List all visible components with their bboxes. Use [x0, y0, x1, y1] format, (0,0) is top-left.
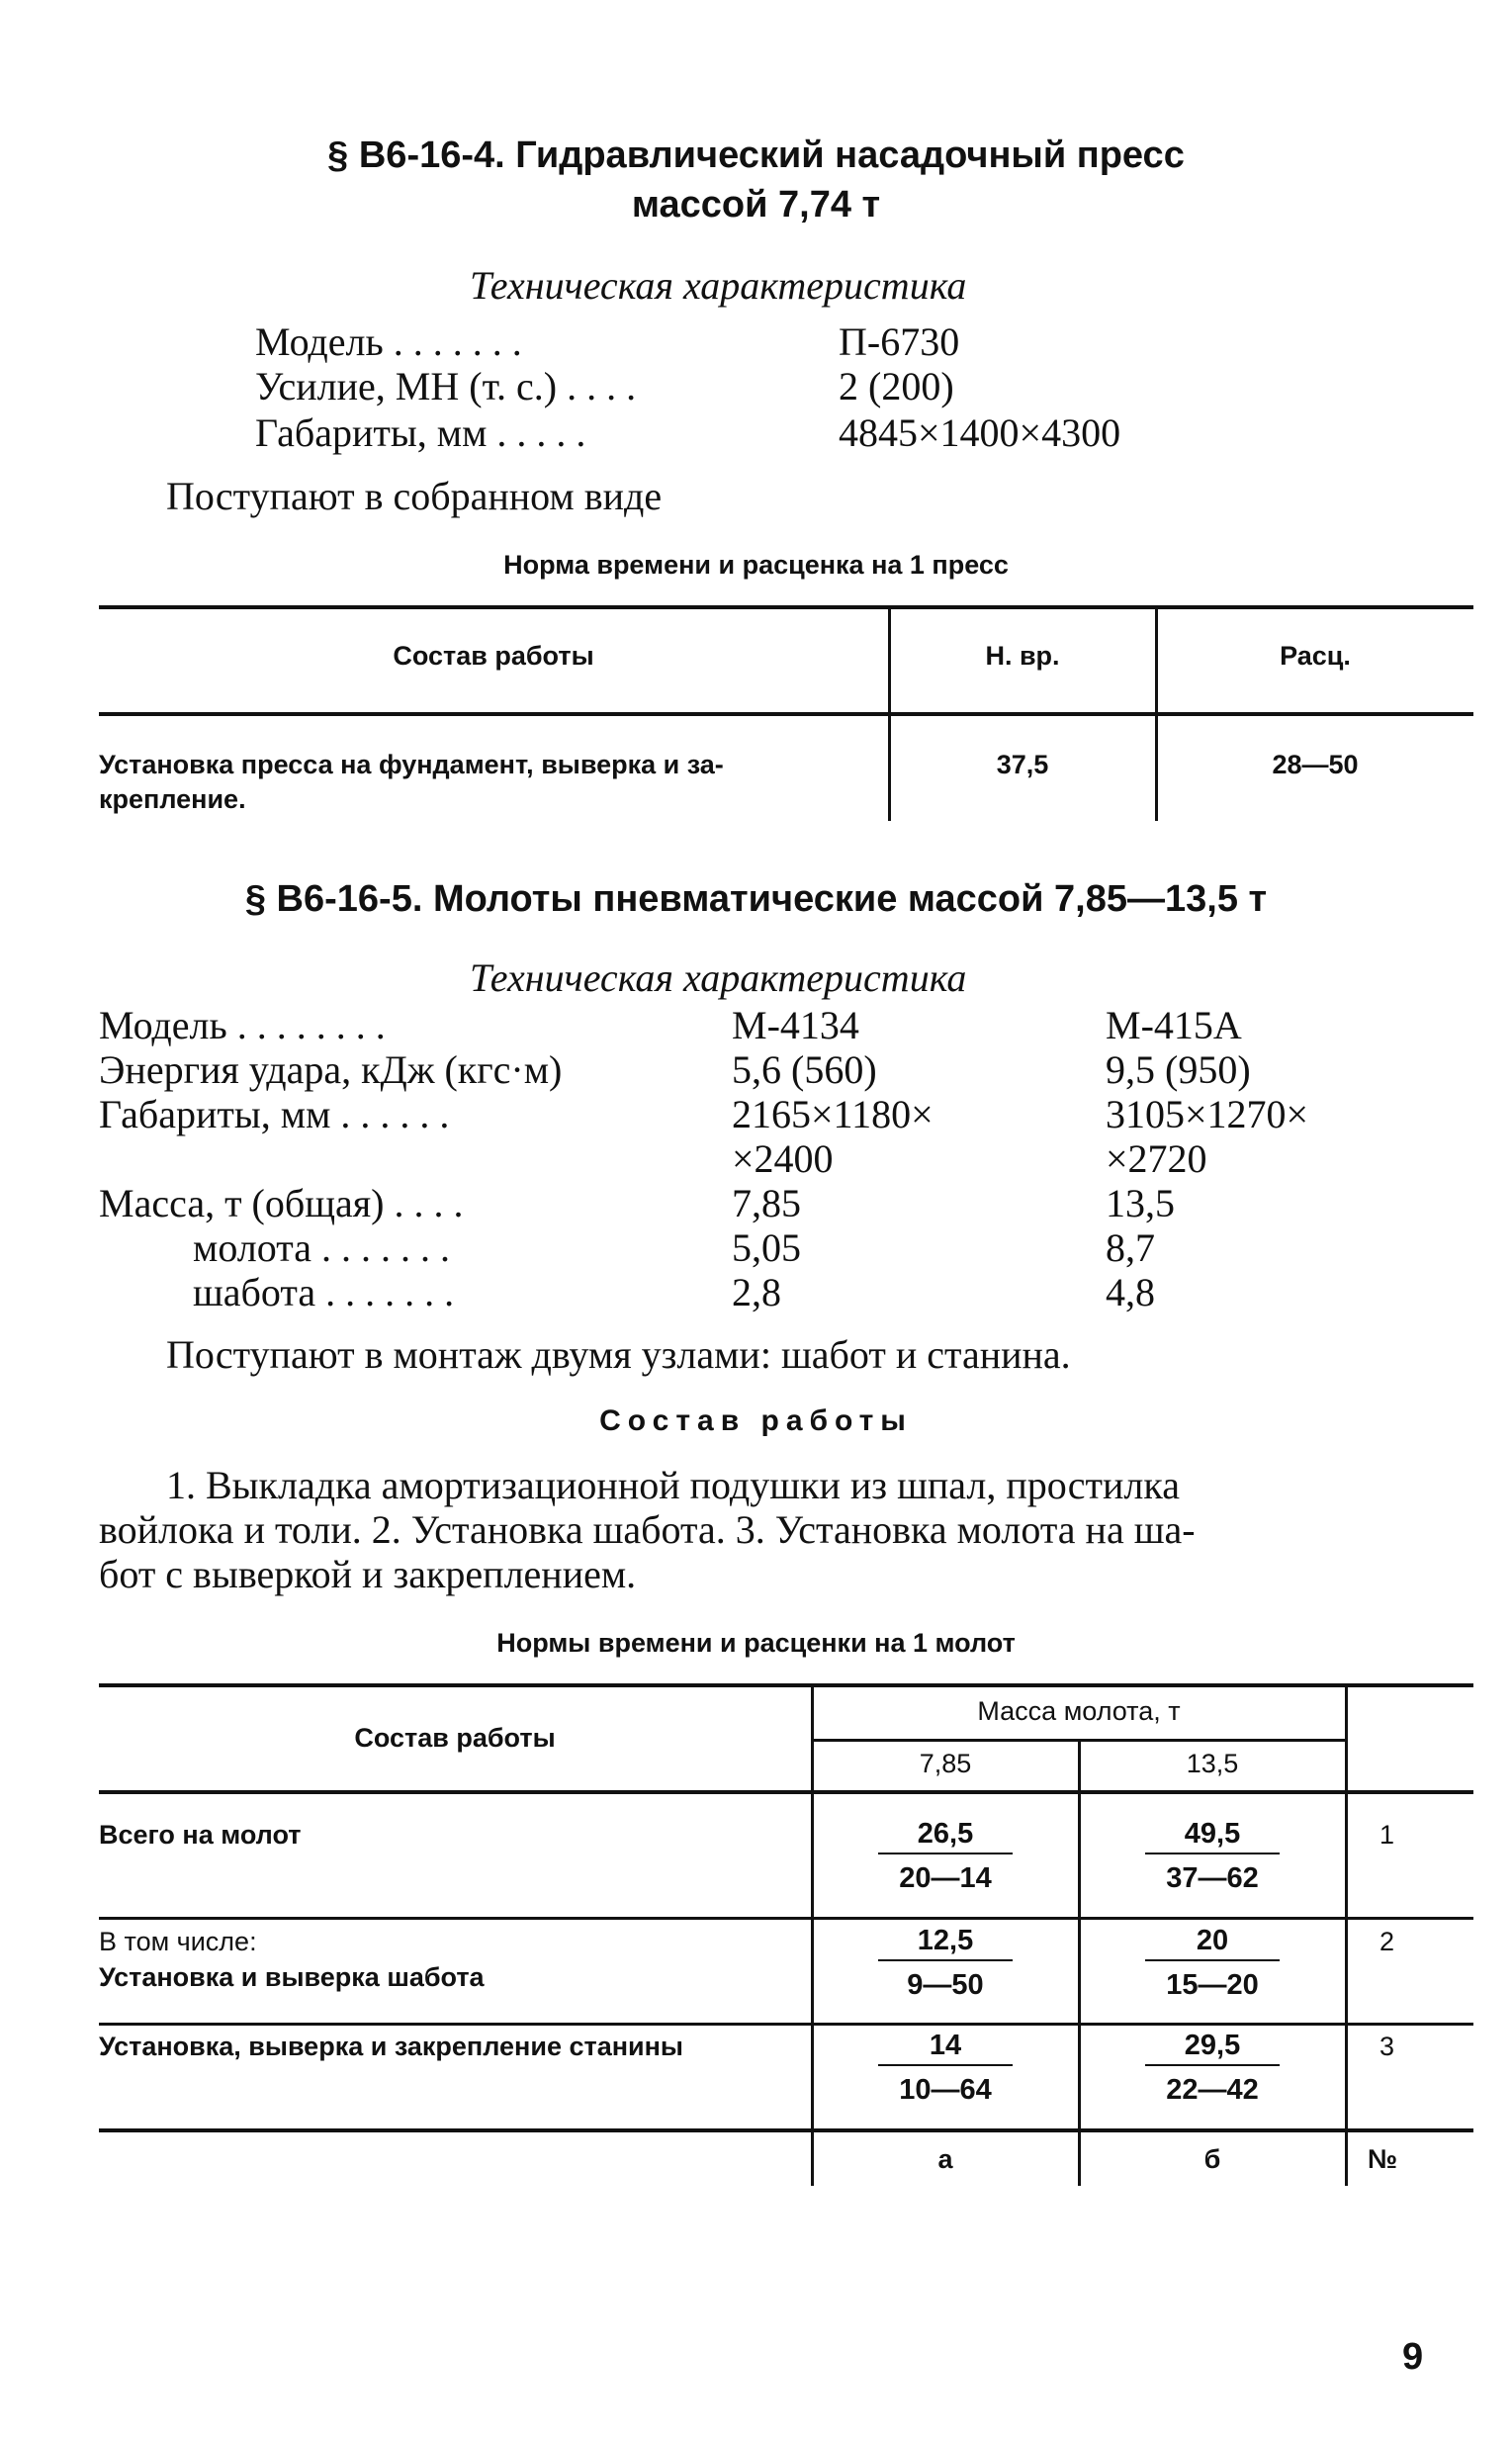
- table-row-work: Установка и выверка шабота: [99, 1962, 485, 1992]
- table-row-number: 1: [1379, 1820, 1395, 1850]
- table-rule: [99, 2128, 1473, 2132]
- section2-work-heading: Состав работы: [599, 1404, 913, 1437]
- table-row-number: 2: [1379, 1927, 1395, 1956]
- page-number: 9: [1402, 2336, 1424, 2378]
- table-row-number: 3: [1379, 2032, 1395, 2061]
- spec-value: 5,05: [732, 1225, 801, 1270]
- spec-value: 5,6 (560): [732, 1047, 877, 1092]
- spec-value: 9,5 (950): [1106, 1047, 1251, 1092]
- section1-spec-heading: Техническая характеристика: [470, 263, 967, 308]
- table-rule: [99, 605, 1473, 609]
- table-header-mass: Масса молота, т: [977, 1696, 1181, 1726]
- fraction-denominator: 10—64: [899, 2074, 992, 2106]
- spec-value: ×2400: [732, 1136, 834, 1181]
- table-rule: [99, 1790, 1473, 1794]
- table-row-work: В том числе:: [99, 1927, 257, 1956]
- fraction-denominator: 20—14: [899, 1862, 992, 1894]
- spec-label: шабота . . . . . . .: [193, 1270, 455, 1314]
- work-text-line: 1. Выкладка амортизационной подушки из шпал, простилка: [166, 1463, 1180, 1507]
- table-header-work: Состав работы: [354, 1723, 556, 1753]
- table-cell-fraction: [1145, 1925, 1280, 2002]
- fraction-numerator: 20: [1145, 1925, 1280, 1961]
- fraction-numerator: 49,5: [1145, 1818, 1280, 1854]
- table-cell-fraction: [878, 2030, 1013, 2107]
- table-header-mass-col: 13,5: [1186, 1749, 1239, 1778]
- spec-value: ×2720: [1106, 1136, 1207, 1181]
- spec-value: 3105×1270×: [1106, 1092, 1309, 1136]
- spec-label: молота . . . . . . .: [193, 1225, 450, 1270]
- section1-title-line1: § В6-16-4. Гидравлический насадочный пресс: [327, 135, 1185, 176]
- work-text-line: войлока и толи. 2. Установка шабота. 3. Установка молота на ша-: [99, 1507, 1196, 1552]
- spec-value: 2,8: [732, 1270, 781, 1314]
- table-header: Расц.: [1280, 641, 1351, 671]
- spec-label: Модель . . . . . . . .: [99, 1003, 386, 1047]
- section1-delivery: Поступают в собранном виде: [166, 474, 663, 518]
- table-header: Н. вр.: [985, 641, 1060, 671]
- table-rule: [99, 712, 1473, 716]
- spec-label: Масса, т (общая) . . . .: [99, 1181, 464, 1225]
- table-header: Состав работы: [393, 641, 594, 671]
- table-rule: [99, 1683, 1473, 1687]
- spec-value: 4,8: [1106, 1270, 1155, 1314]
- section2-title: § В6-16-5. Молоты пневматические массой 7,85—13,5 т: [244, 878, 1268, 920]
- section1-table-title: Норма времени и расценка на 1 пресс: [503, 550, 1009, 580]
- table-cell-rate: 28—50: [1272, 750, 1359, 779]
- section1-spec-label: Модель . . . . . . .: [255, 319, 522, 364]
- fraction-numerator: 14: [878, 2030, 1013, 2066]
- section1-title-line2: массой 7,74 т: [631, 184, 881, 226]
- table-rule: [99, 1917, 1473, 1920]
- section1-spec-value: 4845×1400×4300: [839, 410, 1121, 455]
- section2-spec-heading: Техническая характеристика: [470, 955, 967, 1000]
- fraction-numerator: 12,5: [878, 1925, 1013, 1961]
- spec-value: 2165×1180×: [732, 1092, 934, 1136]
- section1-spec-label: Усилие, МН (т. с.) . . . .: [255, 364, 637, 408]
- table-cell-norm: 37,5: [996, 750, 1049, 779]
- section2-delivery: Поступают в монтаж двумя узлами: шабот и станина.: [166, 1332, 1071, 1377]
- table-cell-fraction: [878, 1925, 1013, 2002]
- fraction-denominator: 22—42: [1166, 2074, 1259, 2106]
- table-footer-label: а: [937, 2144, 953, 2174]
- table-header-mass-col: 7,85: [919, 1749, 972, 1778]
- fraction-denominator: 15—20: [1166, 1969, 1259, 2001]
- fraction-numerator: 26,5: [878, 1818, 1013, 1854]
- spec-value: М-4134: [732, 1003, 859, 1047]
- section1-spec-value: 2 (200): [839, 364, 954, 408]
- table-rule: [99, 2023, 1473, 2026]
- fraction-denominator: 9—50: [907, 1969, 984, 2001]
- spec-value: 7,85: [732, 1181, 801, 1225]
- section1-spec-value: П-6730: [839, 319, 960, 364]
- table-rule: [1078, 1739, 1081, 2186]
- table-cell-fraction: [878, 1818, 1013, 1895]
- spec-value: 13,5: [1106, 1181, 1175, 1225]
- table-row-work: Всего на молот: [99, 1820, 302, 1850]
- table-cell-work: Установка пресса на фундамент, выверка и за-: [99, 750, 724, 779]
- table-rule: [1345, 1683, 1348, 2186]
- table-footer-label: б: [1203, 2144, 1221, 2174]
- table-cell-work: крепление.: [99, 784, 246, 814]
- section2-table-title: Нормы времени и расценки на 1 молот: [496, 1628, 1016, 1658]
- table-rule: [1155, 605, 1158, 821]
- table-rule: [888, 605, 891, 821]
- table-cell-fraction: [1145, 2030, 1280, 2107]
- table-footer-label: №: [1368, 2144, 1398, 2174]
- table-row-work: Установка, выверка и закрепление станины: [99, 2032, 683, 2061]
- work-text-line: бот с выверкой и закреплением.: [99, 1552, 637, 1596]
- spec-label: Габариты, мм . . . . . .: [99, 1092, 450, 1136]
- table-cell-fraction: [1145, 1818, 1280, 1895]
- fraction-denominator: 37—62: [1166, 1862, 1259, 1894]
- spec-value: 8,7: [1106, 1225, 1155, 1270]
- fraction-numerator: 29,5: [1145, 2030, 1280, 2066]
- section1-spec-label: Габариты, мм . . . . .: [255, 410, 586, 455]
- spec-label: Энергия удара, кДж (кгс·м): [99, 1047, 563, 1092]
- spec-value: М-415А: [1106, 1003, 1242, 1047]
